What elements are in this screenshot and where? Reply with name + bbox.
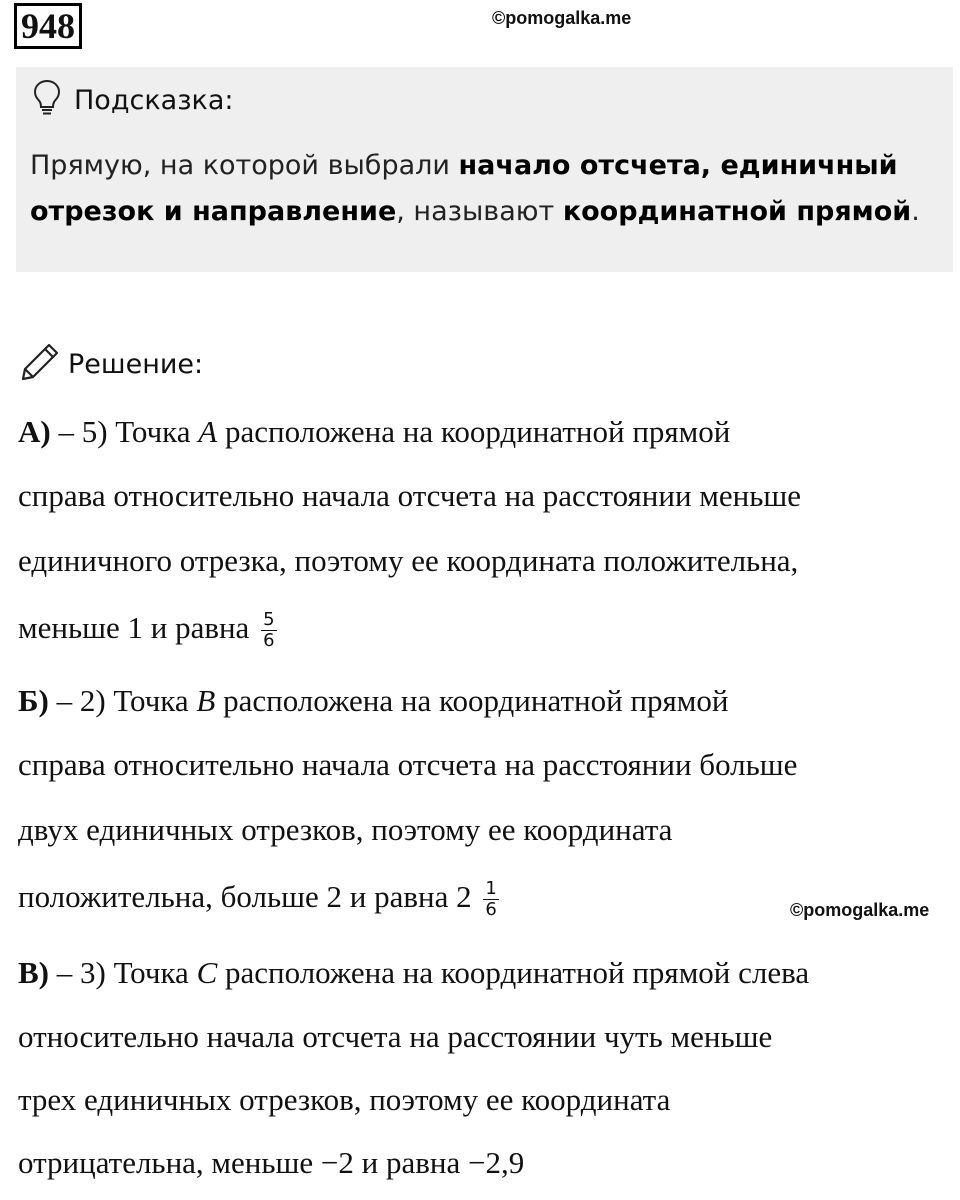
fraction-five-sixths: $\frac{5}{6}$	[263, 609, 275, 652]
solution-a-line-3: единичного отрезка, поэтому ее координата положительна,	[18, 543, 799, 578]
solution-a-line-2: справа относительно начала отсчета на расстоянии меньше	[18, 478, 802, 513]
hint-text: Прямую, на которой выбрали начало отсчета, единичный отрезок и направление, называют координатной прямой.	[30, 150, 920, 227]
solution-c-line-1: В) – 3) Точка C расположена на координатной прямой слева	[18, 955, 810, 990]
solution-title: Решение:	[68, 348, 204, 380]
solution-b-line-3: двух единичных отрезков, поэтому ее координата	[18, 812, 673, 847]
hint-box	[16, 67, 953, 272]
task-number: 948	[14, 3, 82, 49]
solution-a-line-4: меньше 1 и равна $\frac{5}{6}$	[18, 609, 275, 652]
hint-title: Подсказка:	[74, 84, 234, 116]
solution-c-line-4: отрицательна, меньше −2 и равна −2,9	[18, 1145, 525, 1180]
solution-c-line-3: трех единичных отрезков, поэтому ее координата	[18, 1082, 671, 1117]
solution-header	[18, 340, 203, 388]
solution-b-line-4: положительна, больше 2 и равна 2 $\frac{1}{6}$	[18, 878, 497, 921]
pencil-icon	[18, 340, 62, 388]
watermark-middle: ©pomogalka.me	[790, 900, 930, 920]
fraction-one-sixth: $\frac{1}{6}$	[485, 878, 497, 921]
lightbulb-icon	[32, 79, 62, 121]
hint-header	[32, 79, 234, 121]
solution-b-line-1: Б) – 2) Точка B расположена на координатной прямой	[18, 683, 729, 718]
solution-c-line-2: относительно начала отсчета на расстоянии чуть меньше	[18, 1019, 773, 1054]
watermark-top: ©pomogalka.me	[492, 8, 632, 28]
solution-a-line-1: А) – 5) Точка A расположена на координатной прямой	[18, 414, 731, 449]
solution-b-line-2: справа относительно начала отсчета на расстоянии больше	[18, 747, 798, 782]
